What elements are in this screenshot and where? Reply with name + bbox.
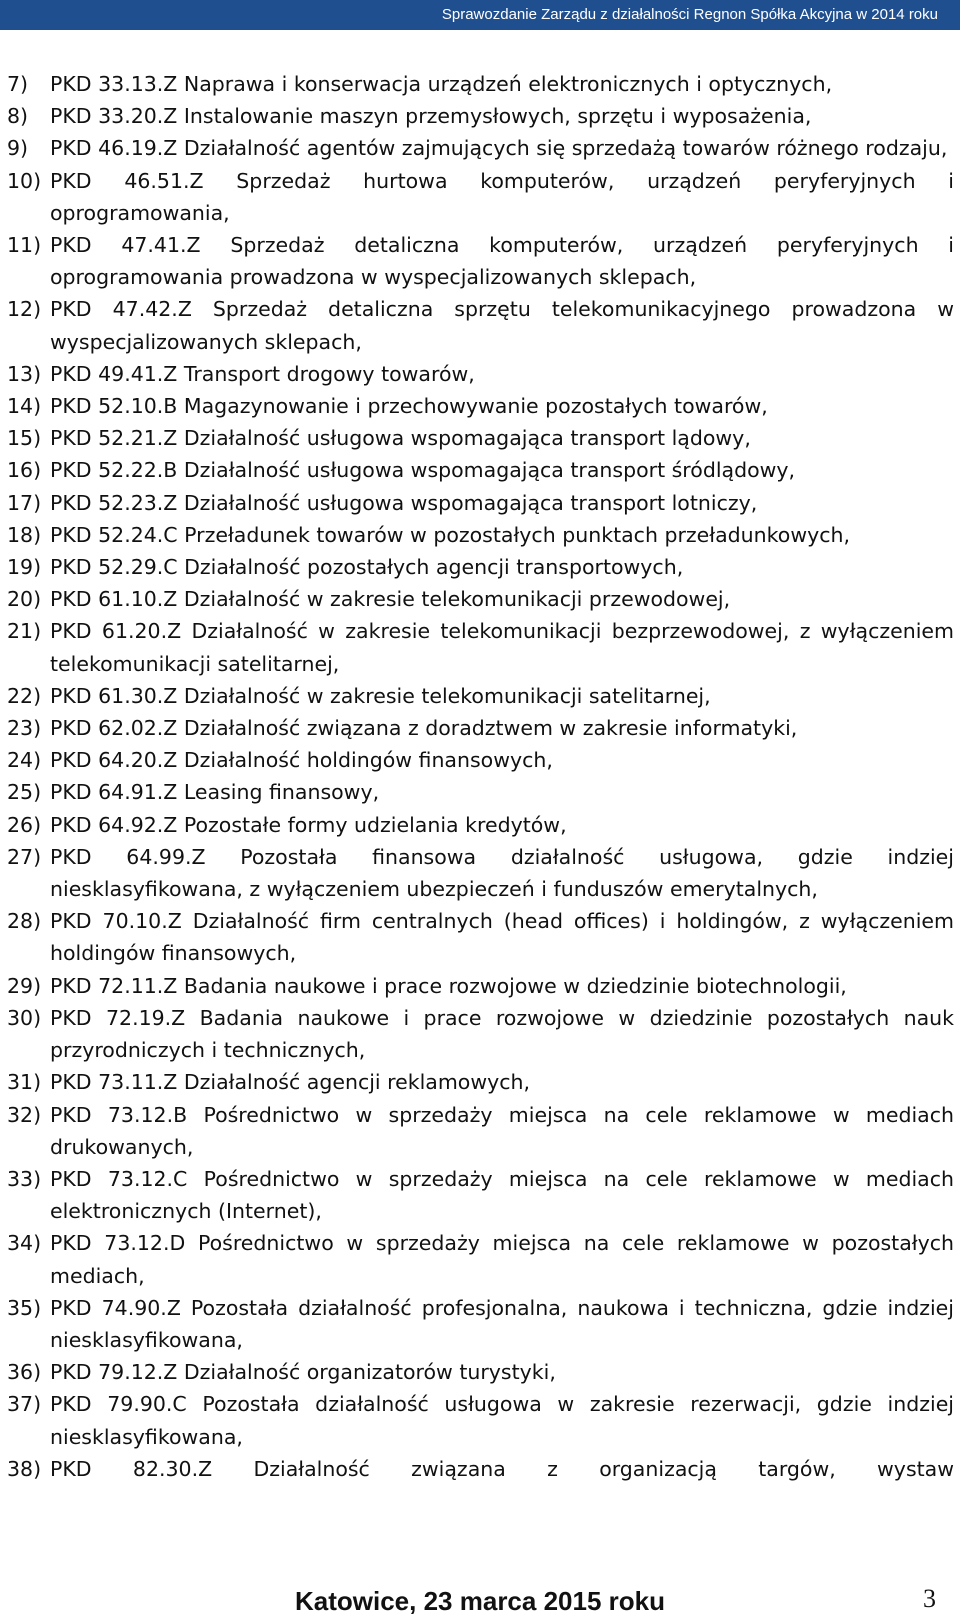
item-number: 19) — [7, 555, 42, 580]
item-text: PKD 52.21.Z Działalność usługowa wspomagająca transport lądowy, — [50, 426, 751, 451]
item-text: PKD 72.19.Z Badania naukowe i prace rozwojowe w dziedzinie pozostałych nauk przyrodniczych i technicznych, — [50, 1005, 954, 1063]
item-text: PKD 52.10.B Magazynowanie i przechowywanie pozostałych towarów, — [50, 394, 768, 419]
list-item — [0, 165, 960, 229]
item-number: 9) — [7, 136, 29, 161]
list-item — [0, 841, 960, 905]
list-item — [0, 615, 960, 679]
item-number: 15) — [7, 426, 42, 451]
list-item — [0, 1002, 960, 1066]
item-number: 20) — [7, 587, 42, 612]
list-item — [0, 1356, 960, 1388]
list-item — [0, 100, 960, 132]
item-text: PKD 74.90.Z Pozostała działalność profesjonalna, naukowa i techniczna, gdzie indziej niesklasyfikowana, — [50, 1295, 954, 1352]
footer-date: Katowice, 23 marca 2015 roku — [295, 1586, 665, 1616]
item-text: PKD 61.30.Z Działalność w zakresie telekomunikacji satelitarnej, — [50, 683, 711, 708]
item-text: PKD 64.92.Z Pozostałe formy udzielania kredytów, — [50, 812, 567, 837]
list-item — [0, 551, 960, 583]
item-number: 22) — [7, 683, 42, 708]
item-number: 7) — [7, 72, 29, 96]
list-item — [0, 1066, 960, 1098]
list-item — [0, 454, 960, 486]
item-text: PKD 52.24.C Przeładunek towarów w pozostałych punktach przeładunkowych, — [50, 522, 851, 547]
item-number: 13) — [7, 361, 42, 386]
list-item — [0, 293, 960, 357]
list-item — [0, 422, 960, 454]
item-text: PKD 73.11.Z Działalność agencji reklamowych, — [50, 1070, 531, 1095]
item-text: PKD 79.90.C Pozostała działalność usługowa w zakresie rezerwacji, gdzie indziej niesklasyfikowana, — [50, 1392, 954, 1449]
item-number: 31) — [7, 1070, 42, 1095]
list-item — [0, 712, 960, 744]
item-text: PKD 46.19.Z Działalność agentów zajmujących się sprzedażą towarów różnego rodzaju, — [50, 136, 948, 161]
item-number: 23) — [7, 716, 42, 741]
header-bar — [0, 0, 960, 30]
item-number: 32) — [7, 1102, 42, 1127]
item-text: PKD 64.99.Z Pozostała finansowa działalność usługowa, gdzie indziej niesklasyfikowana, z wyłączeniem ubezpieczeń i funduszów emerytalnych, — [50, 844, 954, 902]
item-text: PKD 73.12.C Pośrednictwo w sprzedaży miejsca na cele reklamowe w mediach elektronicznych (Internet), — [50, 1166, 954, 1224]
item-text: PKD 61.20.Z Działalność w zakresie telekomunikacji bezprzewodowej, z wyłączeniem telekomunikacji satelitarnej, — [50, 619, 954, 676]
item-text: PKD 52.29.C Działalność pozostałych agencji transportowych, — [50, 555, 684, 580]
document-title: Sprawozdanie Zarządu z działalności Regnon Spółka Akcyjna w 2014 roku — [441, 6, 938, 23]
item-text: PKD 79.12.Z Działalność organizatorów turystyki, — [50, 1360, 556, 1385]
list-item — [0, 68, 960, 100]
list-item — [0, 970, 960, 1002]
item-number: 21) — [7, 619, 42, 644]
item-number: 25) — [7, 780, 42, 805]
item-text: PKD 46.51.Z Sprzedaż hurtowa komputerów, urządzeń peryferyjnych i oprogramowania, — [50, 168, 954, 225]
list-item — [0, 487, 960, 519]
list-item — [0, 519, 960, 551]
item-number: 10) — [7, 168, 42, 193]
list-item — [0, 583, 960, 615]
item-text: PKD 61.10.Z Działalność w zakresie telekomunikacji przewodowej, — [50, 587, 731, 612]
list-item — [0, 132, 960, 164]
item-number: 17) — [7, 490, 42, 515]
item-text: PKD 33.20.Z Instalowanie maszyn przemysłowych, sprzętu i wyposażenia, — [50, 104, 812, 129]
item-text: PKD 62.02.Z Działalność związana z doradztwem w zakresie informatyki, — [50, 716, 798, 741]
item-number: 18) — [7, 522, 42, 547]
pkd-activity-list — [0, 68, 960, 1485]
list-item — [0, 680, 960, 712]
item-number: 30) — [7, 1005, 42, 1030]
item-text: PKD 33.13.Z Naprawa i konserwacja urządzeń elektronicznych i optycznych, — [50, 72, 833, 96]
list-item — [0, 1388, 960, 1452]
list-item — [0, 1227, 960, 1291]
list-item — [0, 1292, 960, 1356]
list-item — [0, 358, 960, 390]
list-item — [0, 1099, 960, 1163]
item-text: PKD 47.42.Z Sprzedaż detaliczna sprzętu telekomunikacyjnego prowadzona w wyspecjalizowanych sklepach, — [50, 297, 954, 354]
item-number: 14) — [7, 394, 42, 419]
item-number: 35) — [7, 1295, 42, 1320]
list-item — [0, 1163, 960, 1227]
item-text: PKD 73.12.D Pośrednictwo w sprzedaży miejsca na cele reklamowe w pozostałych mediach, — [50, 1231, 954, 1288]
item-text: PKD 64.91.Z Leasing finansowy, — [50, 780, 380, 805]
item-text: PKD 49.41.Z Transport drogowy towarów, — [50, 361, 475, 386]
item-text: PKD 64.20.Z Działalność holdingów finansowych, — [50, 748, 553, 773]
item-number: 36) — [7, 1360, 42, 1385]
item-number: 29) — [7, 973, 42, 998]
item-text: PKD 52.22.B Działalność usługowa wspomagająca transport śródlądowy, — [50, 458, 796, 483]
item-number: 24) — [7, 748, 42, 773]
item-text: PKD 73.12.B Pośrednictwo w sprzedaży miejsca na cele reklamowe w mediach drukowanych, — [50, 1102, 954, 1159]
list-item — [0, 390, 960, 422]
item-number: 16) — [7, 458, 42, 483]
item-text: PKD 82.30.Z Działalność związana z organizacją targów, wystaw — [50, 1456, 954, 1481]
item-number: 34) — [7, 1231, 42, 1256]
item-number: 38) — [7, 1456, 42, 1481]
list-item — [0, 744, 960, 776]
item-number: 33) — [7, 1166, 42, 1191]
item-text: PKD 72.11.Z Badania naukowe i prace rozwojowe w dziedzinie biotechnologii, — [50, 973, 847, 998]
item-text: PKD 70.10.Z Działalność firm centralnych (head offices) i holdingów, z wyłączeniem holdingów finansowych, — [50, 909, 954, 966]
item-text: PKD 52.23.Z Działalność usługowa wspomagająca transport lotniczy, — [50, 490, 758, 515]
item-number: 28) — [7, 909, 42, 934]
item-number: 8) — [7, 104, 29, 129]
item-number: 12) — [7, 297, 42, 322]
item-text: PKD 47.41.Z Sprzedaż detaliczna komputerów, urządzeń peryferyjnych i oprogramowania prowadzona w wyspecjalizowanych sklepach, — [50, 233, 954, 290]
item-number: 26) — [7, 812, 42, 837]
page-number: 3 — [923, 1584, 936, 1613]
list-item — [0, 1453, 960, 1485]
list-item — [0, 776, 960, 808]
item-number: 27) — [7, 844, 42, 869]
item-number: 11) — [7, 233, 42, 258]
list-item — [0, 229, 960, 293]
list-item — [0, 905, 960, 969]
item-number: 37) — [7, 1392, 42, 1417]
list-item — [0, 809, 960, 841]
